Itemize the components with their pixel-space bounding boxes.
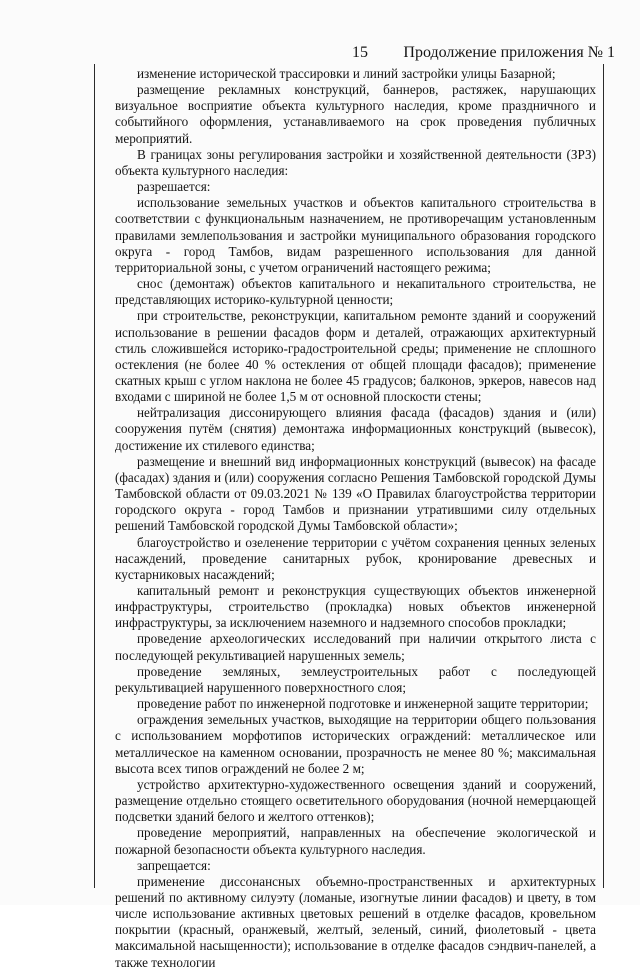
paragraph: изменение исторической трассировки и линий застройки улицы Базарной;: [137, 66, 556, 81]
section-intro: В границах зоны регулирования застройки и хозяйственной деятельности (ЗРЗ) объекта культурного наследия:: [115, 146, 596, 178]
document-body: [115, 66, 596, 971]
appendix-label: Продолжение приложения № 1: [403, 44, 615, 61]
paragraph: проведение земляных, землеустроительных работ с последующей рекультивацией нарушенного поверхностного слоя;: [115, 663, 596, 695]
paragraph: снос (демонтаж) объектов капитального и некапитального строительства, не представляющих историко-культурной ценности;: [115, 276, 596, 308]
paragraph: капитальный ремонт и реконструкция существующих объектов инженерной инфраструктуры, строительство (прокладка) новых объектов инженерной инфраструктуры, за исключением наземного и надземного способов прокладки;: [115, 583, 596, 631]
paragraph: благоустройство и озеленение территории с учётом сохранения ценных зеленых насаждений, проведение санитарных рубок, кронирование древесных и кустарниковых насаждений;: [115, 534, 596, 582]
paragraph: применение диссонансных объемно-пространственных и архитектурных решений по активному силуэту (ломаные, изогнутые линии фасадов) и цвету, в том числе использование активных цветовых решений в отделке фасадов, кровельном покрытии (красный, оранжевый, желтый, зеленый, синий, фиолетовый - цвета максимальной насыщенности); использование в отделке фасадов сэндвич-панелей, а также технологии: [115, 873, 596, 970]
paragraph: нейтрализация диссонирующего влияния фасада (фасадов) здания и (или) сооружения путём (снятия) демонтажа информационных конструкций (вывесок), достижение их стилевого единства;: [115, 405, 596, 453]
paragraph: размещение рекламных конструкций, баннеров, растяжек, нарушающих визуальное восприятие объекта культурного наследия, кроме праздничного и событийного оформления, устанавливаемого на срок проведения публичных мероприятий.: [115, 82, 596, 146]
paragraph: проведение мероприятий, направленных на обеспечение экологической и пожарной безопасности объекта культурного наследия.: [115, 825, 596, 857]
paragraph: проведение археологических исследований при наличии открытого листа с последующей рекультивацией нарушенных земель;: [115, 631, 596, 663]
paragraph: проведение работ по инженерной подготовке и инженерной защите территории;: [137, 696, 589, 712]
paragraph: ограждения земельных участков, выходящие на территории общего пользования с использованием морфотипов исторических ограждений: металлическое или металлическое на каменном основании, прозрачность не менее 80 %; максимальная высота всех типов ограждений не более 2 м;: [115, 712, 596, 776]
page-header: [0, 42, 640, 64]
paragraph: устройство архитектурно-художественного освещения зданий и сооружений, размещение отдельно стоящего осветительного оборудования (ночной немерцающей подсветки зданий белого и желтого оттенков);: [115, 776, 596, 825]
paragraph: использование земельных участков и объектов капитального строительства в соответствии с функциональным назначением, не противоречащим установленным правилами землепользования и застройки муниципального образования городского округа - город Тамбов, видам разрешенного использования для данной территориальной зоны, с учетом ограничений настоящего режима;: [115, 195, 596, 275]
permitted-heading: разрешается:: [137, 179, 211, 195]
paragraph: размещение и внешний вид информационных конструкций (вывесок) на фасаде (фасадах) здания и (или) сооружения согласно Решения Тамбовской городской Думы Тамбовской области от 09.03.2021 № 139 «О Правилах благоустройства территории городского округа - город Тамбов и признании утратившими силу отдельных решений Тамбовской городской Думы Тамбовской области»;: [115, 453, 596, 534]
paragraph: при строительстве, реконструкции, капитальном ремонте зданий и сооружений использование в решении фасадов форм и деталей, отражающих архитектурный стиль сложившейся историко-градостроительной среды; применение не сплошного остекления (не более 40 % остекления от общей площади фасадов); применение скатных крыш с углом наклона не более 45 градусов; балконов, эркеров, навесов над входами с шириной не более 1,5 м от основной плоскости стены;: [115, 308, 596, 405]
page-number: 15: [352, 44, 368, 61]
text-frame: [94, 64, 604, 970]
prohibited-heading: запрещается:: [137, 857, 211, 873]
